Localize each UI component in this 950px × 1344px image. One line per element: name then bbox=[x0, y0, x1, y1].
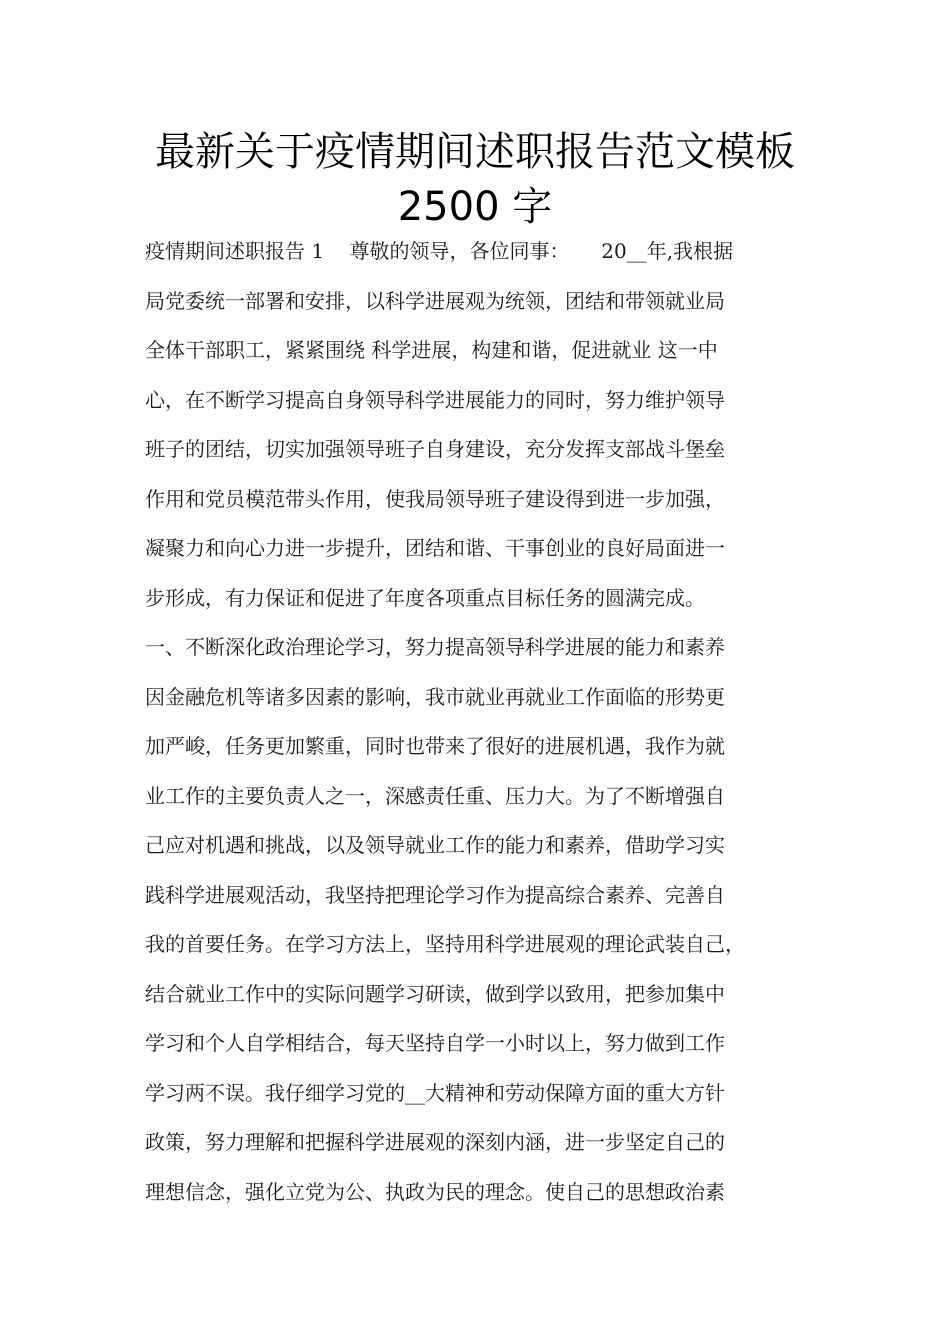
body-line: 作用和党员模范带头作用，使我局领导班子建设得到进一步加强， bbox=[145, 486, 725, 511]
body-line: 局党委统一部署和安排，以科学进展观为统领，团结和带领就业局 bbox=[145, 288, 725, 313]
body-line: 结合就业工作中的实际问题学习研读，做到学以致用，把参加集中 bbox=[145, 981, 725, 1006]
body-line: 疫情期间述职报告 1 尊敬的领导，各位同事： 20__年,我根据 bbox=[145, 239, 734, 263]
document-body bbox=[145, 233, 835, 1223]
body-line: 全体干部职工，紧紧围绕 科学进展，构建和谐，促进就业 这一中 bbox=[145, 338, 718, 362]
section-heading-line: 一、不断深化政治理论学习，努力提高领导科学进展的能力和素养 bbox=[145, 635, 725, 659]
body-line: 我的首要任务。在学习方法上，坚持用科学进展观的理论武装自己， bbox=[145, 932, 745, 956]
body-line: 凝聚力和向心力进一步提升，团结和谐、干事创业的良好局面进一 bbox=[145, 536, 725, 560]
body-line: 理想信念，强化立党为公、执政为民的理念。使自己的思想政治素 bbox=[145, 1179, 725, 1204]
body-line: 业工作的主要负责人之一，深感责任重、压力大。为了不断增强自 bbox=[145, 783, 725, 808]
body-line: 心，在不断学习提高自身领导科学进展能力的同时，努力维护领导 bbox=[145, 387, 725, 412]
document-title-line-1: 最新关于疫情期间述职报告范文模板 bbox=[155, 129, 795, 175]
document-title-line-2: 2500 字 bbox=[397, 184, 553, 230]
body-line: 学习和个人自学相结合，每天坚持自学一小时以上，努力做到工作 bbox=[145, 1031, 725, 1055]
body-line: 学习两不误。我仔细学习党的__大精神和劳动保障方面的重大方针 bbox=[145, 1080, 725, 1105]
body-line: 加严峻，任务更加繁重，同时也带来了很好的进展机遇，我作为就 bbox=[145, 734, 725, 758]
body-line: 因金融危机等诸多因素的影响，我市就业再就业工作面临的形势更 bbox=[145, 684, 725, 709]
body-line: 践科学进展观活动，我坚持把理论学习作为提高综合素养、完善自 bbox=[145, 882, 725, 907]
body-line: 政策，努力理解和把握科学进展观的深刻内涵，进一步坚定自己的 bbox=[145, 1130, 725, 1154]
body-line: 步形成，有力保证和促进了年度各项重点目标任务的圆满完成。 bbox=[145, 585, 705, 610]
body-line: 班子的团结，切实加强领导班子自身建设，充分发挥支部战斗堡垒 bbox=[145, 437, 725, 461]
body-line: 己应对机遇和挑战，以及领导就业工作的能力和素养，借助学习实 bbox=[145, 833, 725, 857]
